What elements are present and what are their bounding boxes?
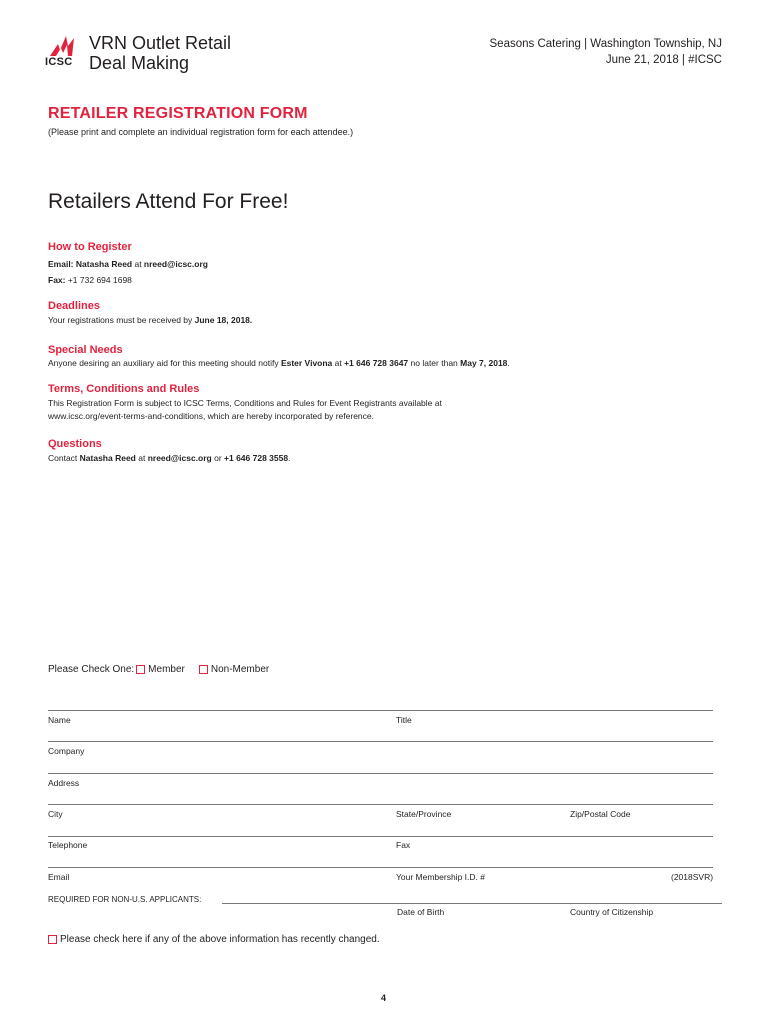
title-label: Title [396, 715, 412, 725]
contact-email[interactable]: nreed@icsc.org [143, 259, 208, 269]
membership-prompt: Please Check One: [48, 664, 135, 675]
telephone-fax-line[interactable] [48, 836, 713, 837]
no-later-text: no later than [408, 358, 461, 368]
event-date: June 21, 2018 | #ICSC [605, 54, 722, 66]
citizenship-label: Country of Citizenship [570, 907, 654, 917]
how-to-register-heading: How to Register [48, 241, 132, 253]
logo-text: ICSC [45, 56, 73, 68]
address-line[interactable] [48, 773, 713, 774]
fax-field-label: Fax [396, 840, 411, 850]
dob-label: Date of Birth [397, 907, 445, 917]
questions-phone: +1 646 728 3558 [224, 453, 289, 463]
name-label: Name [48, 715, 71, 725]
or-text: or [211, 453, 225, 463]
questions-email[interactable]: nreed@icsc.org [147, 453, 212, 463]
member-label: Member [148, 664, 185, 675]
non-us-label: REQUIRED FOR NON-U.S. APPLICANTS: [48, 895, 202, 904]
special-needs-text [48, 357, 510, 370]
form-subtitle: (Please print and complete an individual registration form for each attendee.) [48, 127, 354, 137]
membership-check-row [48, 664, 269, 675]
terms-line-2[interactable]: www.icsc.org/event-terms-and-conditions, which are hereby incorporated by reference. [48, 411, 374, 421]
special-needs-contact: Ester Vivona [280, 358, 333, 368]
email-membership-line[interactable] [48, 867, 713, 868]
contact-name: Natasha Reed [75, 259, 133, 269]
register-fax-line [48, 274, 132, 287]
non-member-label: Non-Member [210, 664, 270, 675]
deadline-date: June 18, 2018. [194, 315, 253, 325]
period-text: . [288, 453, 291, 463]
event-meta [490, 36, 722, 68]
info-changed-checkbox[interactable] [48, 935, 57, 944]
state-label: State/Province [396, 809, 452, 819]
form-code: (2018SVR) [671, 872, 714, 882]
questions-contact-name: Natasha Reed [79, 453, 136, 463]
event-venue: Seasons Catering | Washington Township, NJ [489, 38, 722, 50]
non-us-line[interactable] [222, 903, 722, 904]
name-title-line[interactable] [48, 710, 713, 711]
changed-notice-row [48, 934, 380, 945]
terms-line-1: This Registration Form is subject to ICSC Terms, Conditions and Rules for Event Registrants available at [48, 398, 442, 408]
city-label: City [48, 809, 63, 819]
email-label: Email: [48, 259, 74, 269]
zip-label: Zip/Postal Code [570, 809, 631, 819]
icsc-logo [46, 28, 78, 70]
membership-id-label: Your Membership I.D. # [396, 872, 485, 882]
at-text: at [332, 358, 345, 368]
deadlines-heading: Deadlines [48, 300, 100, 312]
fax-label: Fax: [48, 275, 66, 285]
questions-heading: Questions [48, 438, 102, 450]
company-line[interactable] [48, 741, 713, 742]
special-needs-body: Anyone desiring an auxiliary aid for this meeting should notify [48, 358, 281, 368]
address-label: Address [48, 778, 80, 788]
page-number: 4 [381, 993, 387, 1003]
event-title-line-2: Deal Making [89, 53, 190, 73]
non-member-checkbox[interactable] [199, 665, 208, 674]
register-email-line [48, 258, 208, 271]
special-needs-heading: Special Needs [48, 344, 123, 356]
email-field-label: Email [48, 872, 70, 882]
telephone-label: Telephone [48, 840, 88, 850]
event-title-line-1: VRN Outlet Retail [89, 33, 232, 53]
deadlines-text [48, 314, 252, 327]
special-needs-phone: +1 646 728 3647 [344, 358, 409, 368]
event-title [89, 33, 231, 73]
terms-heading: Terms, Conditions and Rules [48, 383, 200, 395]
questions-text [48, 452, 290, 465]
at-text: at [132, 259, 144, 269]
company-label: Company [48, 746, 85, 756]
member-checkbox[interactable] [136, 665, 145, 674]
changed-notice-text: Please check here if any of the above information has recently changed. [60, 934, 380, 945]
fax-number: +1 732 694 1698 [65, 275, 132, 285]
city-state-zip-line[interactable] [48, 804, 713, 805]
at-text: at [135, 453, 148, 463]
contact-text: Contact [48, 453, 80, 463]
period-text: . [507, 358, 510, 368]
form-title: RETAILER REGISTRATION FORM [48, 105, 308, 122]
special-needs-date: May 7, 2018 [460, 358, 508, 368]
page-headline: Retailers Attend For Free! [48, 190, 289, 213]
deadlines-body: Your registrations must be received by [48, 315, 195, 325]
